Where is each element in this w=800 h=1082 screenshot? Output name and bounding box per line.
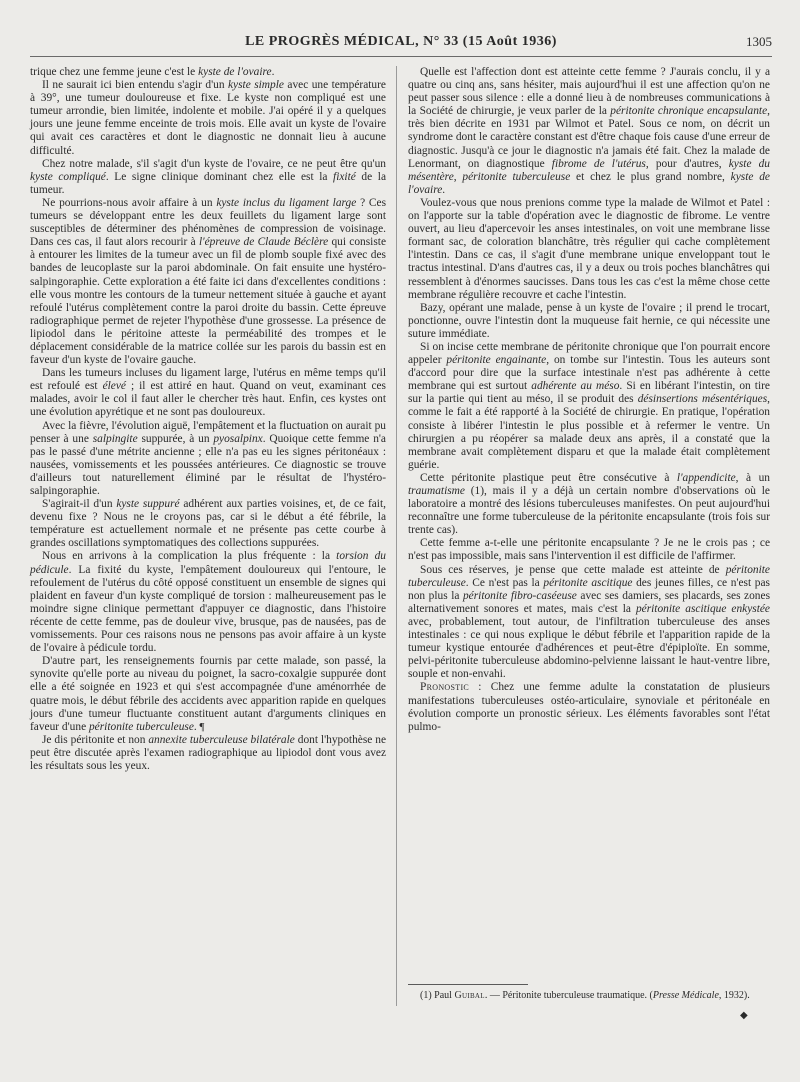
- text-run: (1) Paul: [420, 990, 455, 1001]
- text-run: Sous ces réserves, je pense que cette malade est atteinte de: [420, 563, 726, 576]
- italic-term: annexite tuberculeuse bilatérale: [148, 733, 295, 746]
- italic-term: fibrome de l'utérus: [551, 157, 646, 170]
- paragraph: [30, 655, 386, 734]
- italic-term: élevé: [102, 380, 126, 393]
- paragraph: [30, 734, 386, 773]
- text-run: de la tumeur.: [30, 170, 387, 196]
- text-run: ? Ces tumeurs se développant entre les deux feuillets du ligament large sont susceptibles de déterminer des phénomènes de compression de voisinage. Dans ces cas, il faut alors recourir à: [30, 196, 387, 249]
- text-run: trique chez une femme jeune c'est le: [30, 66, 199, 78]
- text-run: (1), mais il y a déjà un certain nombre d'observations où le laboratoire a montré des lésions tuberculeuses manifestes. On peut aujourd'hui reconnaître une forme tuberculeuse de la péritonite encapsulante (trois fois sur trente cas).: [408, 485, 770, 537]
- text-run: avec ses damiers, ses placards, ses zones alternativement sonores et mates, mais c'est la: [408, 589, 770, 615]
- italic-term: kyste de l'ovaire: [408, 170, 770, 196]
- text-run: . — Péritonite tuberculeuse traumatique. (: [484, 990, 653, 1001]
- paragraph: [30, 550, 386, 655]
- small-caps-term: Guibal: [454, 990, 485, 1001]
- small-caps-term: Pronostic: [420, 681, 470, 694]
- text-run: . Le signe clinique dominant chez elle est la: [105, 170, 334, 183]
- text-run: : Chez une femme adulte la constatation de plusieurs manifestations tuberculeuses ostéo-articulaire, synoviale et péritonéale en évolution comporte un pronostic sérieux. Les éléments favorables sont l'état pulmo-: [408, 681, 770, 733]
- italic-term: kyste du mésentère: [408, 157, 771, 183]
- italic-term: l'appendicite: [676, 471, 736, 484]
- paragraph: [30, 66, 386, 79]
- left-column: [30, 66, 386, 773]
- right-column: [408, 66, 770, 734]
- text-run: avec une température à 39°, une tumeur douloureuse et fixe. Le kyste non compliqué est une tumeur arrondie, bien limitée, indolente et mobile. J'ai opéré il y a quelques jours une jeune femme enceinte de trois mois. Elle avait un kyste de l'ovaire qui avait ces caractères et dont le diagnostic ne donnait lieu à aucune difficulté.: [30, 79, 386, 157]
- text-run: Dans les tumeurs incluses du ligament large, l'utérus en même temps qu'il est refoulé est: [30, 367, 386, 393]
- end-ornament: ◆: [740, 1010, 748, 1021]
- pilcrow-mark: ¶: [196, 720, 205, 733]
- text-run: , pour d'autres,: [645, 157, 729, 170]
- text-run: , 1932).: [718, 990, 750, 1001]
- text-run: Chez notre malade, s'il s'agit d'un kyste de l'ovaire, ce ne peut être qu'un: [42, 157, 386, 170]
- text-run: . La fixité du kyste, l'empâtement douloureux qui l'entoure, le refoulement de l'utérus du côté opposé constituent un ensemble de signes qui plaident en faveur d'un kyste compliqué de torsion : malheureusement pas le moindre signe clinique permettant d'appuyer ce diagnostic, dans l'histoire récente de cette femme, pas de douleur vive, brusque, pas de nausées, pas de vomissements. Pour ces raisons nous ne pensons pas avoir affaire à un kyste de l'ovaire à pédicule tordu.: [30, 563, 386, 655]
- paragraph: [408, 472, 770, 537]
- paragraph: [408, 302, 770, 341]
- italic-term: péritonite tuberculeuse: [408, 563, 770, 589]
- italic-term: traumatisme: [408, 485, 465, 497]
- italic-term: kyste simple: [228, 79, 284, 92]
- italic-term: kyste de l'ovaire: [198, 66, 272, 78]
- text-run: .: [193, 720, 197, 733]
- text-run: . Ce n'est pas la: [465, 576, 544, 589]
- italic-term: péritonite chronique encapsulante: [610, 105, 768, 118]
- italic-term: kyste inclus du ligament large: [216, 196, 357, 209]
- paragraph: [408, 564, 770, 682]
- paragraph: [30, 420, 386, 499]
- paragraph: [408, 197, 770, 302]
- text-run: ,: [453, 170, 463, 183]
- text-run: , très bien décrite en 1931 par Wilmot et Patel. Sous ce nom, on décrit un syndrome dont le caractère constant est d'être chaque fois cause d'une erreur de diagnostic. Jusqu'à ce jour le diagnostic n'a jamais été fait. Chez la malade de Lenormant, on diagnostique: [408, 105, 770, 170]
- footnote-rule: [408, 984, 528, 985]
- text-run: Cette péritonite plastique peut être consécutive à: [420, 471, 677, 484]
- text-run: .: [442, 183, 446, 196]
- text-run: avec, probablement, tout autour, de l'infiltration tuberculeuse des anses intestinales : ce qui nous explique le début fébrile et l'apparition rapide de la tumeur kystique entourée d'adhérences et peut-être d'épiploïte. En somme, pelvi-péritonite tuberculeuse abdomino-pelvienne laissant le haut-ventre libre, souple et non-envahi.: [408, 615, 770, 681]
- text-run: D'autre part, les renseignements fournis par cette malade, son passé, la synovite qu'elle porte au niveau du poignet, la sacro-coxalgie suppurée dont elle a été soignée en 1923 et qui s'est accompagnée d'une aménorrhée de quatre mois, le début fébrile des accidents avec apparition rapide en quelques jours d'une tumeur fluctuante constituent autant d'arguments cliniques en faveur d'une: [30, 655, 386, 733]
- paragraph: [408, 341, 770, 472]
- text-run: qui consiste à entourer les limites de la tumeur avec un fil de plomb souple fixé avec des bandes de leucoplaste sur la paroi abdominale. On fait ensuite une hystéro-salpingoraphie. Cette exploration a été faite ici dans d'excellentes conditions : elle vous montre les contours de la tumeur nettement située à gauche et ayant refoulé l'utérus complètement contre la paroi droite du bassin. Cette épreuve radiographique permet de rejeter l'hypothèse d'une grossesse. La présence de lipiodol dans le péritoine atteste la perméabilité des trompes et le déplacement considérable de la matrice collée sur les parois du bassin est en faveur d'un kyste de l'ovaire gauche.: [30, 236, 387, 367]
- italic-term: l'épreuve de Claude Béclère: [199, 236, 329, 249]
- text-run: suppurée, à un: [137, 432, 214, 445]
- italic-term: pyosalpinx: [213, 432, 263, 445]
- italic-term: péritonite tuberculeuse: [462, 170, 571, 183]
- italic-term: péritonite ascitique enkystée: [635, 602, 770, 615]
- italic-term: péritonite fibro-caséeuse: [462, 589, 577, 602]
- text-run: Je dis péritonite et non: [42, 733, 149, 746]
- italic-term: fixité: [333, 170, 356, 183]
- text-run: .: [271, 66, 275, 78]
- italic-term: péritonite ascitique: [543, 576, 633, 589]
- text-run: Ne pourrions-nous avoir affaire à un: [42, 196, 217, 209]
- text-run: Bazy, opérant une malade, pense à un kyste de l'ovaire ; il prend le trocart, ponctionne, ouvre l'intestin dont la muqueuse fait hernie, ce qui nécessite une suture immédiate.: [408, 301, 770, 340]
- italic-term: kyste compliqué: [30, 170, 106, 183]
- paragraph: [30, 79, 386, 158]
- journal-title: LE PROGRÈS MÉDICAL, N° 33 (15 Août 1936): [245, 34, 557, 49]
- text-run: S'agirait-il d'un: [42, 498, 117, 511]
- text-run: , à un: [735, 471, 770, 484]
- paragraph: [408, 537, 770, 563]
- column-divider: [396, 66, 397, 1006]
- italic-term: torsion du pédicule: [30, 550, 386, 576]
- italic-term: adhérente au méso: [531, 380, 620, 393]
- text-run: Voulez-vous que nous prenions comme type la malade de Wilmot et Patel : on l'apporte sur la table d'opération avec le diagnostic de fibrome. Le ventre ouvert, au lieu d'apercevoir les anses intestinales, on voit une membrane lisse formant sac, de coloration blanchâtre, très régulier qui cache complètement l'intestin. Dans ce cas, il s'agit d'une membrane unique enveloppant tout le tractus intestinal. D'ans d'autres cas, il y a deux ou trois poches blanchâtres qui ressemblent à d'énormes saucisses. Dans tous les cas c'est la même chose cette membrane régulière recouvre et cache l'intestin.: [408, 196, 770, 301]
- text-run: Si on incise cette membrane de péritonite chronique que l'on pourrait encore appeler: [408, 340, 770, 367]
- text-run: , comme le fait a été rapporté à la Société de chirurgie. En pratique, l'opération consiste à libérer l'intestin le plus possible et à refermer le ventre. Un chirurgien a pu réopérer sa malade deux ans après, il a constaté que la membrane avait complètement disparu et que la malade était complètement guérie.: [408, 393, 770, 471]
- italic-term: Presse Médicale: [652, 990, 719, 1001]
- paragraph: [30, 158, 386, 197]
- paragraph: [30, 197, 386, 367]
- text-run: des jeunes filles, ce n'est pas non plus la: [408, 576, 770, 602]
- page-number: 1305: [746, 34, 772, 49]
- italic-term: péritonite engainante: [446, 354, 547, 367]
- running-header: [30, 34, 772, 57]
- text-run: . Si en libérant l'intestin, on tire sur la partie qui tient au méso, il se produit des: [408, 380, 770, 406]
- paragraph: [408, 681, 770, 733]
- paragraph: [30, 367, 386, 419]
- text-run: Nous en arrivons à la complication la plus fréquente : la: [42, 550, 337, 563]
- text-run: Avec la fièvre, l'évolution aiguë, l'empâtement et la fluctuation on aurait pu penser à une: [30, 419, 386, 445]
- text-run: Cette femme a-t-elle une péritonite encapsulante ? Je ne le crois pas ; ce n'est pas impossible, mais sans l'intervention il est difficile de l'affirmer.: [408, 537, 770, 563]
- paragraph: [30, 498, 386, 550]
- italic-term: péritonite tuberculeuse: [88, 720, 194, 733]
- text-run: , on tombe sur l'intestin. Tous les auteurs sont d'accord pour dire que la surface intestinale n'est pas adhérente à cette membrane qui est surtout: [408, 354, 770, 393]
- text-run: et chez le plus grand nombre,: [570, 170, 731, 183]
- italic-term: kyste suppuré: [116, 498, 180, 511]
- text-run: Quelle est l'affection dont est atteinte cette femme ? J'aurais conclu, il y a quatre ou cinq ans, sans hésiter, mais aujourd'hui il est une affection qu'on ne peut passer sous silence : elle a donné lieu à de nombreuses communications à la Société de chirurgie, je veux parler de la: [408, 66, 770, 118]
- text-run: dont l'hypothèse ne peut être discutée après l'examen radiographique au lipiodol dont vous avez les résultats sous les yeux.: [30, 733, 387, 772]
- paragraph: [408, 66, 770, 197]
- text-run: adhérent aux parties voisines, et, de ce fait, devenu fixe ? Nous ne le croyons pas, car si le début a été fébrile, la température est actuellement normale et ne présente pas cette courbe à grandes oscillations symptomatiques des collections suppurées.: [30, 498, 386, 550]
- text-run: ; il est attiré en haut. Quand on veut, examinant ces malades, avoir le col il faut aller le chercher très haut. Enfin, ces kystes ont une évolution apyrétique et ne sont pas douloureux.: [30, 380, 386, 419]
- footnote: [408, 990, 770, 1002]
- italic-term: désinsertions mésentériques: [637, 393, 768, 406]
- italic-term: salpingite: [92, 432, 138, 445]
- text-run: Il ne saurait ici bien entendu s'agir d'un: [42, 79, 228, 92]
- text-run: . Quoique cette femme n'a pas le passé d'une métrite ancienne ; elle n'a pas eu les signes péritonéaux : nausées, vomissements et les poussées antérieures. Ce diagnostic se trouve d'ailleurs tout naturellement éliminé par le résultat de l'hystéro-salpingoraphie.: [30, 432, 386, 497]
